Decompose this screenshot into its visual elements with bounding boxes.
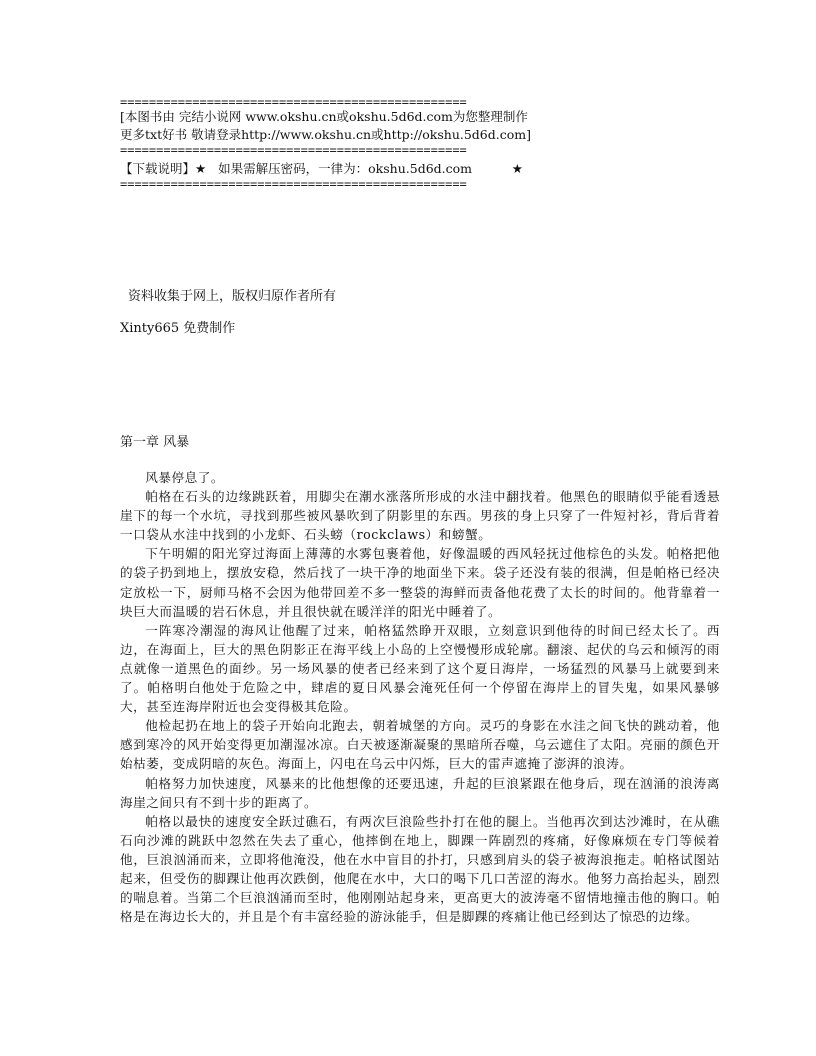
chapter-title: 第一章 风暴 <box>120 435 190 450</box>
paragraph: 帕格努力加快速度，风暴来的比他想像的还要迅速，升起的巨浪紧跟在他身后，现在汹涌的浪涛离海崖之间只有不到十步的距离了。 <box>120 775 720 810</box>
header-line-1: [本图书由 完结小说网 www.okshu.cn或okshu.5d6d.com为您整理制作 <box>120 109 528 124</box>
copyright-note: 资料收集于网上，版权归原作者所有 <box>128 289 337 304</box>
separator-line: ================================================ <box>120 144 467 156</box>
header-line-2: 更多txt好书 敬请登录http://www.okshu.cn或http://okshu.5d6d.com] <box>120 127 531 142</box>
star-icon: ★ <box>511 161 523 176</box>
paragraph: 一阵寒冷潮湿的海风让他醒了过来，帕格猛然睁开双眼，立刻意识到他待的时间已经太长了。西边，在海面上，巨大的黑色阴影正在海平线上小岛的上空慢慢形成轮廓。翻滚、起伏的乌云和倾泻的雨点就像一道黑色的面纱。另一场风暴的使者已经来到了这个夏日海岸，一场猛烈的风暴马上就要到来了。帕格明白他处于危险之中，肆虐的夏日风暴会淹死任何一个停留在海岸上的冒失鬼，如果风暴够大，甚至连海岸附近也会变得极其危险。 <box>120 622 720 715</box>
maker-credit: Xinty665 免费制作 <box>120 321 236 336</box>
star-icon: ★ <box>195 161 207 176</box>
download-line <box>120 160 720 178</box>
paragraph: 帕格在石头的边缘跳跃着，用脚尖在潮水涨落所形成的水洼中翻找着。他黑色的眼睛似乎能看透悬崖下的每一个水坑，寻找到那些被风暴吹到了阴影里的东西。男孩的身上只穿了一件短衬衫，背后背着一口袋从水洼中找到的小龙虾、石头螃（rockclaws）和螃蟹。 <box>120 489 720 543</box>
separator-line: ================================================ <box>120 178 467 190</box>
download-label: 【下载说明】 <box>120 161 196 176</box>
paragraph: 下午明媚的阳光穿过海面上薄薄的水雾包裹着他，好像温暖的西风轻抚过他棕色的头发。帕格把他的袋子扔到地上，摆放安稳，然后找了一块干净的地面坐下来。袋子还没有装的很满，但是帕格已经决定放松一下，厨师马格不会因为他带回差不多一整袋的海鲜而责备他花费了太长的时间的。他背靠着一块巨大而温暖的岩石休息，并且很快就在暖洋洋的阳光中睡着了。 <box>120 546 720 619</box>
paragraph: 帕格以最快的速度安全跃过礁石，有两次巨浪险些扑打在他的腿上。当他再次到达沙滩时，在从礁石向沙滩的跳跃中忽然在失去了重心，他摔倒在地上，脚踝一阵剧烈的疼痛，好像麻烦在专门等候着他，巨浪汹涌而来，立即将他淹没，他在水中盲目的扑打，只感到肩头的袋子被海浪拖走。帕格试图站起来，但受伤的脚踝让他再次跌倒，他爬在水中，大口的喝下几口苦涩的海水。他努力高抬起头，剧烈的喘息着。当第二个巨浪汹涌而至时，他刚刚站起身来，更高更大的波涛毫不留情地撞击他的胸口。帕格是在海边长大的，并且是个有丰富经验的游泳能手，但是脚踝的疼痛让他已经到达了惊恐的边缘。 <box>120 813 720 925</box>
paragraph: 风暴停息了。 <box>145 470 225 485</box>
separator-line: ================================================ <box>120 96 467 108</box>
paragraph: 他检起扔在地上的袋子开始向北跑去，朝着城堡的方向。灵巧的身影在水洼之间飞快的跳动着，他感到寒冷的风开始变得更加潮湿冰凉。白天被逐渐凝聚的黑暗所吞噬，乌云遮住了太阳。亮丽的颜色开始枯萎，变成阴暗的灰色。海面上，闪电在乌云中闪烁，巨大的雷声遮掩了澎湃的浪涛。 <box>120 718 720 772</box>
document-page <box>120 96 720 926</box>
chapter-body <box>120 468 720 926</box>
download-text: 如果需解压密码，一律为：okshu.5d6d.com <box>218 161 473 176</box>
header-block <box>120 96 720 190</box>
